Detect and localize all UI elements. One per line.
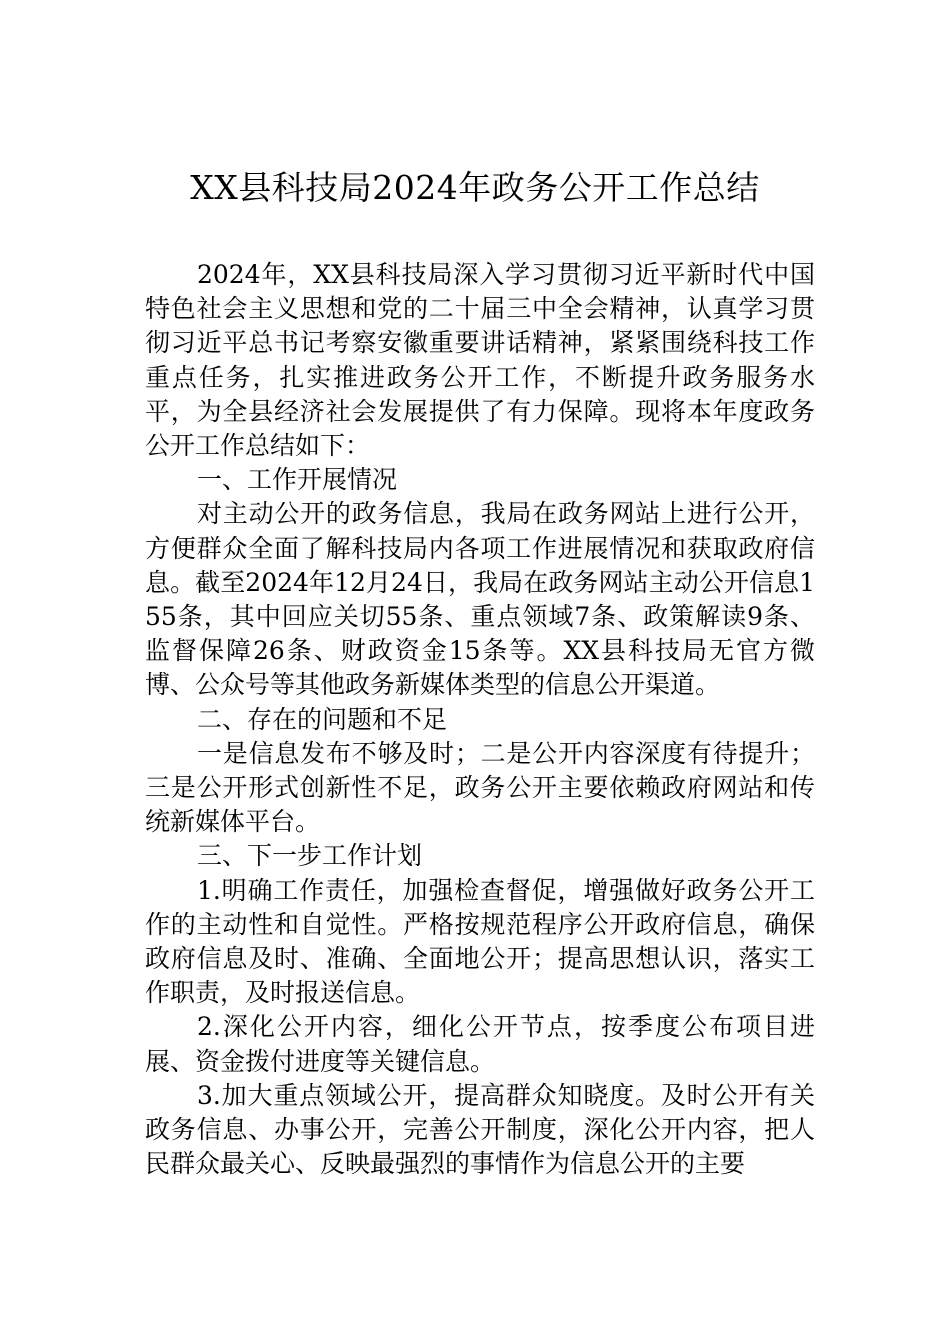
section-2-paragraph-1: 一是信息发布不够及时；二是公开内容深度有待提升；三是公开形式创新性不足，政务公开主要依赖政府网站和传统新媒体平台。 xyxy=(145,738,815,837)
section-1-paragraph-1: 对主动公开的政务信息，我局在政务网站上进行公开，方便群众全面了解科技局内各项工作进展情况和获取政府信息。截至2024年12月24日，我局在政务网站主动公开信息155条，其中回应关切55条、重点领域7条、政策解读9条、监督保障26条、财政资金15条等。XX县科技局无官方微博、公众号等其他政务新媒体类型的信息公开渠道。 xyxy=(145,499,815,700)
section-3-paragraph-2: 2.深化公开内容，细化公开节点，按季度公布项目进展、资金拨付进度等关键信息。 xyxy=(145,1012,815,1076)
intro-paragraph: 2024年，XX县科技局深入学习贯彻习近平新时代中国特色社会主义思想和党的二十届三中全会精神，认真学习贯彻习近平总书记考察安徽重要讲话精神，紧紧围绕科技工作重点任务，扎实推进政务公开工作，不断提升政务服务水平，为全县经济社会发展提供了有力保障。现将本年度政务公开工作总结如下： xyxy=(145,260,815,461)
section-3-paragraph-1: 1.明确工作责任，加强检查督促，增强做好政务公开工作的主动性和自觉性。严格按规范程序公开政府信息，确保政府信息及时、准确、全面地公开；提高思想认识，落实工作职责，及时报送信息。 xyxy=(145,875,815,1008)
section-3-paragraph-3: 3.加大重点领域公开，提高群众知晓度。及时公开有关政务信息、办事公开，完善公开制度，深化公开内容，把人民群众最关心、反映最强烈的事情作为信息公开的主要 xyxy=(145,1080,815,1179)
document-title: XX县科技局2024年政务公开工作总结 xyxy=(190,168,760,207)
section-heading-2: 二、存在的问题和不足 xyxy=(197,704,448,734)
section-heading-3: 三、下一步工作计划 xyxy=(197,841,423,871)
section-heading-1: 一、工作开展情况 xyxy=(197,465,398,495)
document-body xyxy=(145,258,815,1181)
